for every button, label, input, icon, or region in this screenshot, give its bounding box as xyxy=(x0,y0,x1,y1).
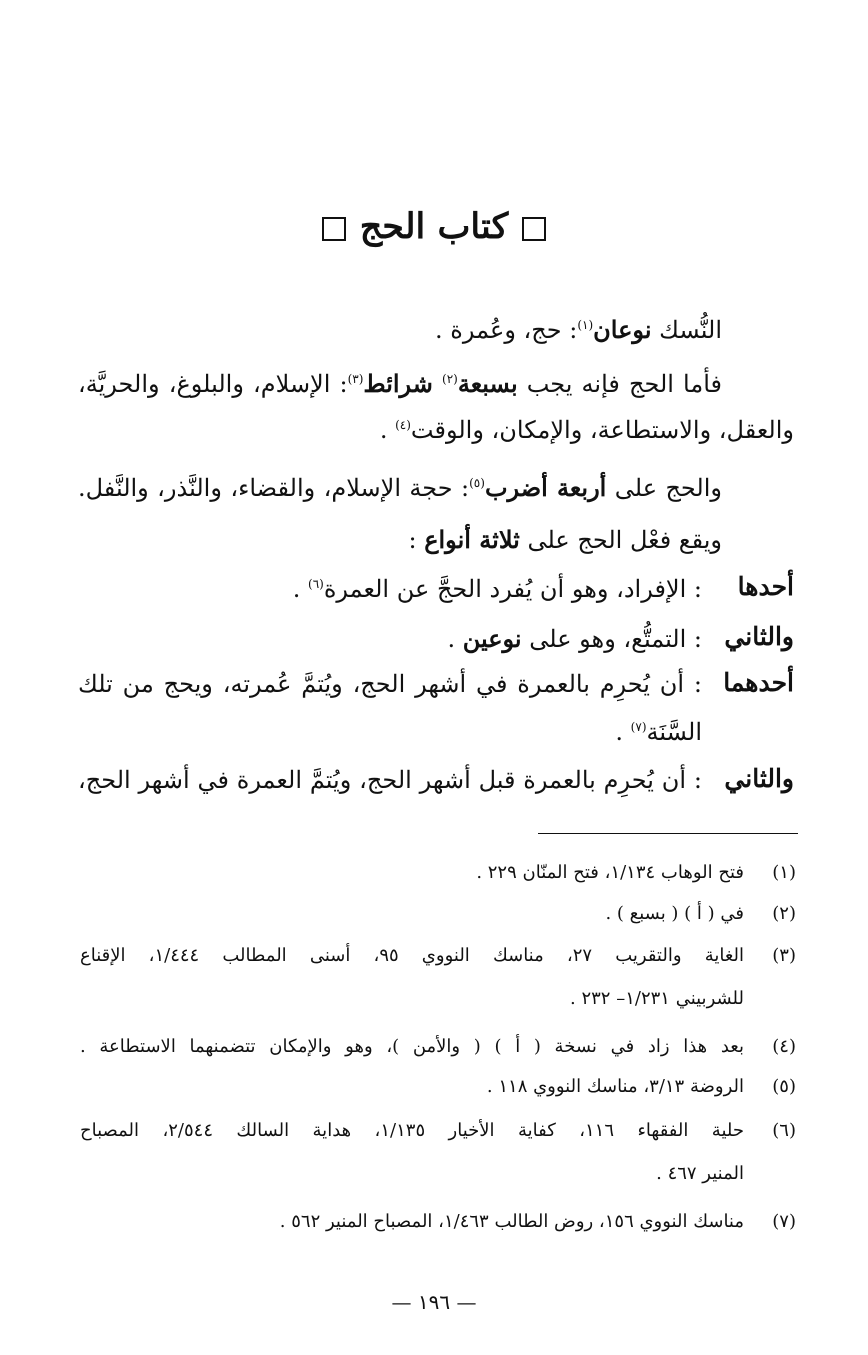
footnote-number: (٥) xyxy=(772,1076,796,1097)
text-span: النُّسك xyxy=(651,316,722,344)
footnote-text: الروضة ٣/١٣، مناسك النووي ١١٨ . xyxy=(486,1076,744,1097)
row-label: أحدهما xyxy=(723,668,794,697)
text-span: والعقل، والاستطاعة، والإمكان، والوقت xyxy=(410,416,794,444)
bold-term: بسبعة xyxy=(457,369,518,398)
footnote-number: (٧) xyxy=(772,1211,796,1232)
footnote-separator xyxy=(538,833,798,834)
footnote-text: مناسك النووي ١٥٦، روض الطالب ١/٤٦٣، المصباح المنير ٥٦٢ . xyxy=(279,1211,744,1232)
bold-term: أربعة أضرب xyxy=(484,473,607,502)
text-span: : التمتُّع، وهو على xyxy=(521,625,702,653)
bold-term: ثلاثة أنواع xyxy=(424,525,520,554)
text-span: : الإفراد، وهو أن يُفرد الحجَّ عن العمرة xyxy=(323,575,702,603)
text-span: : الإسلام، والبلوغ، والحريَّة، xyxy=(78,370,348,398)
square-ornament-icon xyxy=(322,217,346,241)
text-span: . xyxy=(615,718,631,746)
paragraph-line xyxy=(380,418,794,442)
row-text xyxy=(447,624,702,653)
text-span: : حجة الإسلام، والقضاء، والنَّذر، والنَّفل. xyxy=(78,474,470,502)
row-label: والثاني xyxy=(724,622,794,651)
footnote-ref: (٧) xyxy=(630,720,647,734)
chapter-title-text: كتاب الحج xyxy=(359,206,509,247)
bold-term: نوعين xyxy=(462,624,522,653)
page-number: — ١٩٦ — xyxy=(391,1290,477,1314)
footnote-number: (٢) xyxy=(772,903,796,924)
text-span: . xyxy=(292,575,309,603)
chapter-title xyxy=(0,206,868,247)
text-span: والحج على xyxy=(606,474,722,502)
row-text: : أن يُحرِم بالعمرة قبل أشهر الحج، ويُتمَّ العمرة في أشهر الحج، xyxy=(78,766,702,794)
row-text xyxy=(293,575,702,603)
paragraph-line xyxy=(78,473,794,502)
row-label: والثاني xyxy=(724,764,794,793)
footnote-ref: (٢) xyxy=(442,372,458,386)
text-span: . xyxy=(447,625,463,653)
text-span: ويقع فعْل الحج على xyxy=(519,526,722,554)
text-span: فأما الحج فإنه يجب xyxy=(517,370,722,398)
bold-term: شرائط xyxy=(363,369,433,398)
text-span xyxy=(433,370,442,398)
footnote-ref: (٦) xyxy=(308,577,324,591)
row-text-continuation xyxy=(615,718,702,746)
footnote-number: (١) xyxy=(772,862,796,883)
text-span: : xyxy=(408,526,425,554)
footnote-number: (٤) xyxy=(772,1036,796,1057)
text-span: السَّنَة xyxy=(646,718,702,746)
footnote-text-continuation: المنير ٤٦٧ . xyxy=(656,1163,744,1184)
row-label: أحدها xyxy=(737,572,794,601)
paragraph-line xyxy=(408,525,722,554)
footnote-ref: (٥) xyxy=(469,476,485,490)
footnote-ref: (٤) xyxy=(395,418,411,432)
text-span: . xyxy=(379,416,396,444)
footnote-number: (٣) xyxy=(772,945,796,966)
row-text: : أن يُحرِم بالعمرة في أشهر الحج، ويُتمَّ عُمرته، ويحج من تلك xyxy=(78,670,702,698)
footnote-text: بعد هذا زاد في نسخة ( أ ) ( والأمن )، وهو والإمكان تتضمنهما الاستطاعة . xyxy=(80,1036,744,1057)
paragraph-line xyxy=(78,369,794,398)
footnote-ref: (١) xyxy=(577,318,594,332)
footnote-text: فتح الوهاب ١/١٣٤، فتح المنّان ٢٢٩ . xyxy=(476,862,744,883)
footnote-text: في ( أ ) ( بسبع ) . xyxy=(605,903,744,924)
text-span: : حج، وعُمرة . xyxy=(435,316,578,344)
square-ornament-icon xyxy=(522,217,546,241)
footnote-ref: (٣) xyxy=(347,372,364,386)
paragraph-line xyxy=(435,315,722,344)
footnote-number: (٦) xyxy=(772,1120,796,1141)
footnote-text: حلية الفقهاء ١١٦، كفاية الأخيار ١/١٣٥، هداية السالك ٢/٥٤٤، المصباح xyxy=(80,1120,744,1141)
footnote-text-continuation: للشربيني ١/٢٣١– ٢٣٢ . xyxy=(570,988,744,1009)
bold-term: نوعان xyxy=(593,315,652,344)
footnote-text: الغاية والتقريب ٢٧، مناسك النووي ٩٥، أسنى المطالب ١/٤٤٤، الإقناع xyxy=(80,945,745,966)
